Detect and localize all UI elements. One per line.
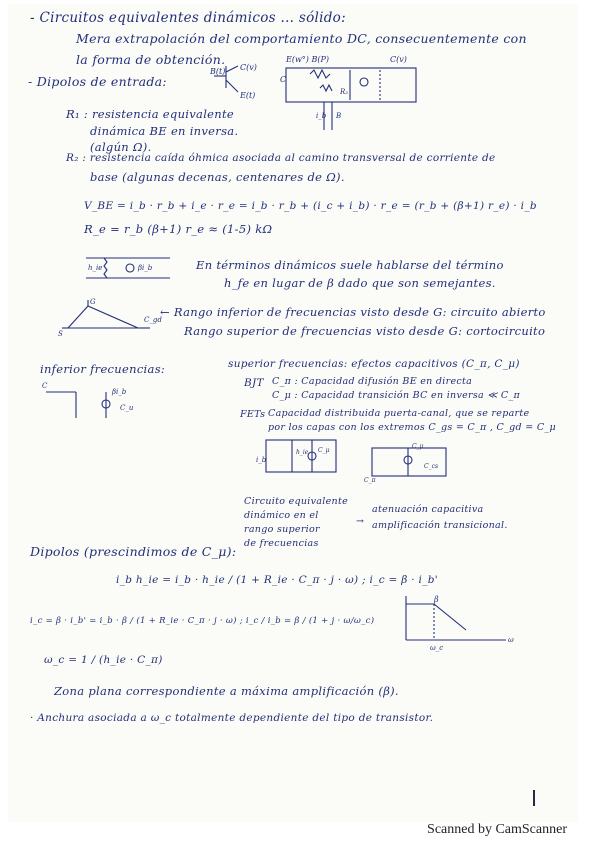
note-line: (algún Ω).	[90, 140, 152, 154]
svg-text:G: G	[90, 298, 96, 306]
note-line: base (algunas decenas, centenares de Ω).	[90, 170, 345, 184]
equation: V_BE = i_b · r_b + i_e · r_e = i_b · r_b + (i_c + i_b) · r_e = (r_b + (β+1) r_e) · i_b	[84, 200, 537, 212]
note-heading: inferior frecuencias:	[40, 362, 166, 376]
svg-text:C_μ: C_μ	[318, 447, 330, 454]
equation: R_e = r_b (β+1) r_e ≈ (1-5) kΩ	[84, 222, 273, 236]
note-line: Capacidad distribuida puerta-canal, que se reparte	[268, 408, 530, 419]
note-line: Mera extrapolación del comportamiento DC, consecuentemente con	[76, 31, 527, 46]
note-line: R₁ : resistencia equivalente	[66, 107, 235, 121]
note-line: R₂ : resistencia caída óhmica asociada al camino transversal de corriente de	[66, 152, 496, 164]
svg-text:i_b: i_b	[256, 456, 267, 464]
svg-text:ω: ω	[508, 636, 514, 644]
svg-text:βi_b: βi_b	[138, 264, 153, 272]
note-line: Zona plana correspondiente a máxima amplificación (β).	[54, 684, 399, 698]
equation: ω_c = 1 / (h_ie · C_π)	[44, 654, 163, 666]
scanner-watermark: Scanned by CamScanner	[427, 822, 567, 837]
svg-text:B(t): B(t)	[210, 67, 226, 76]
note-line: Rango superior de frecuencias visto desde G: cortocircuito	[184, 324, 546, 338]
note-line: por los capas con los extremos C_gs = C_π , C_gd = C_μ	[268, 422, 556, 433]
svg-text:ω_c: ω_c	[430, 644, 444, 652]
svg-text:C(v): C(v)	[390, 55, 407, 64]
high-frequency-circuit-diagram	[256, 432, 356, 482]
note-line: de frecuencias	[244, 538, 319, 549]
note-line: Circuito equivalente	[244, 496, 348, 507]
arrow-mark: →	[356, 516, 365, 527]
svg-text:E(w°) B(P): E(w°) B(P)	[286, 55, 329, 64]
svg-text:C: C	[280, 75, 287, 84]
svg-text:B: B	[336, 112, 342, 120]
low-frequency-circuit-diagram	[40, 380, 150, 424]
note-line: rango superior	[244, 524, 320, 535]
svg-text:C_gd: C_gd	[144, 316, 162, 324]
note-line: h_fe en lugar de β dado que son semejantes.	[224, 276, 496, 290]
equation: i_c = β · i_b' = i_b · β / (1 + R_ie · C_π · j · ω) ; i_c / i_b = β / (1 + j · ω/ω_c)	[30, 616, 375, 626]
note-heading: superior frecuencias: efectos capacitivos (C_π, C_μ)	[228, 358, 520, 370]
fet-capacitance-diagram	[58, 296, 162, 338]
note-heading: Dipolos (prescindimos de C_μ):	[30, 544, 237, 559]
note-line: ← Rango inferior de frecuencias visto desde G: circuito abierto	[160, 305, 546, 319]
note-line: dinámico en el	[244, 510, 319, 521]
svg-text:h_ie: h_ie	[88, 264, 103, 272]
note-heading: - Dipolos de entrada:	[28, 74, 167, 89]
note-line: BJT	[244, 377, 264, 389]
note-heading: - Circuitos equivalentes dinámicos ... sólido:	[30, 10, 346, 26]
note-line: C_π : Capacidad difusión BE en directa	[272, 376, 473, 387]
hybrid-model-diagram	[86, 252, 176, 282]
svg-text:R₂: R₂	[340, 88, 349, 96]
frequency-response-sketch	[396, 590, 516, 652]
svg-text:E(t): E(t)	[240, 91, 256, 100]
svg-text:C_π: C_π	[364, 477, 376, 484]
svg-text:C_cs: C_cs	[424, 463, 439, 470]
page-number-mark	[533, 790, 535, 806]
svg-text:C_u: C_u	[120, 404, 134, 412]
transistor-high-freq-diagram	[362, 438, 462, 488]
svg-text:βi_b: βi_b	[112, 388, 127, 396]
svg-text:i_b: i_b	[316, 112, 327, 120]
note-line: C_μ : Capacidad transición BC en inversa ≪ C_π	[272, 390, 521, 401]
note-line: En términos dinámicos suele hablarse del término	[196, 258, 504, 272]
note-line: la forma de obtención.	[76, 52, 226, 67]
svg-text:C: C	[42, 382, 48, 390]
svg-text:C_μ: C_μ	[412, 443, 424, 450]
note-line: dinámica BE en inversa.	[90, 124, 239, 138]
svg-text:β: β	[434, 595, 439, 604]
dipole-equivalent-circuit-diagram	[280, 52, 440, 142]
equation: i_b h_ie = i_b · h_ie / (1 + R_ie · C_π · j · ω) ; i_c = β · i_b'	[116, 574, 438, 586]
transistor-symbol-diagram	[210, 62, 270, 106]
note-line: FETs	[240, 409, 266, 420]
svg-text:C(v): C(v)	[240, 63, 257, 72]
note-line: · Anchura asociada a ω_c totalmente dependiente del tipo de transistor.	[30, 712, 434, 724]
svg-text:S: S	[58, 330, 63, 338]
note-line: amplificación transicional.	[372, 520, 508, 531]
svg-text:h_ie: h_ie	[296, 449, 309, 456]
note-line: atenuación capacitiva	[372, 504, 484, 515]
